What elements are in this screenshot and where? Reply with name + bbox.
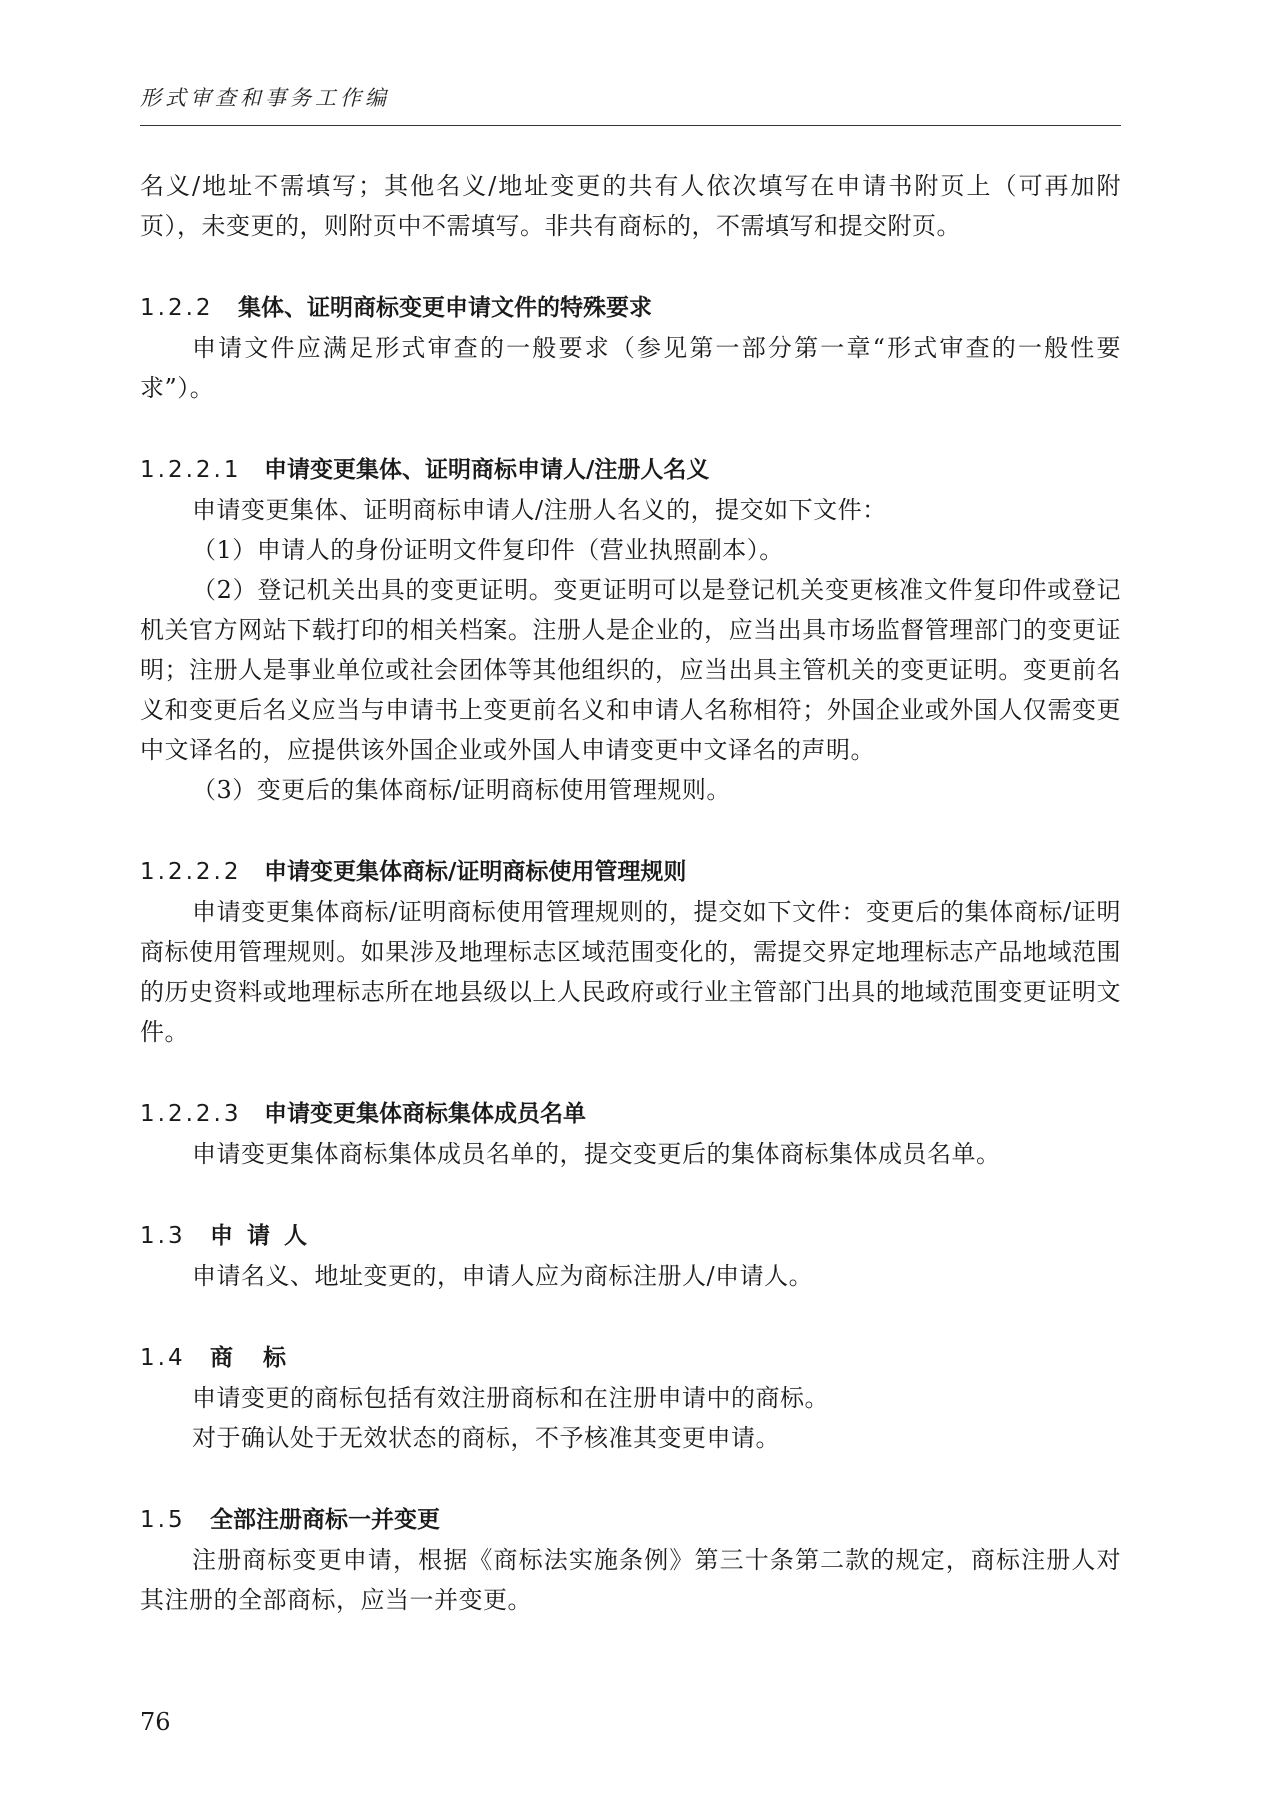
intro-paragraph: 名义/地址不需填写；其他名义/地址变更的共有人依次填写在申请书附页上（可再加附页），未变更的，则附页中不需填写。非共有商标的，不需填写和提交附页。 [140, 172, 1121, 240]
section-heading [140, 852, 1121, 892]
paragraph: 注册商标变更申请，根据《商标法实施条例》第三十条第二款的规定，商标注册人对其注册的全部商标，应当一并变更。 [140, 1546, 1121, 1614]
section-title: 全部注册商标一并变更 [210, 1507, 440, 1533]
paragraph: 对于确认处于无效状态的商标，不予核准其变更申请。 [192, 1424, 780, 1452]
header-rule [140, 125, 1121, 126]
section-title: 申请变更集体、证明商标申请人/注册人名义 [264, 457, 710, 483]
section-number: 1.2.2.1 [140, 457, 242, 483]
section-heading [140, 1500, 1121, 1540]
page-number: 76 [140, 1708, 171, 1736]
section-1-2-2 [140, 288, 1121, 408]
section-heading [140, 1094, 1121, 1134]
section-1-2-2-1 [140, 450, 1121, 810]
section-1-2-2-3 [140, 1094, 1121, 1174]
section-title: 集体、证明商标变更申请文件的特殊要求 [238, 295, 652, 321]
section-number: 1.4 [140, 1345, 186, 1371]
section-number: 1.2.2.2 [140, 859, 242, 885]
section-1-5 [140, 1500, 1121, 1620]
section-heading [140, 450, 1121, 490]
paragraph: 申请名义、地址变更的，申请人应为商标注册人/申请人。 [192, 1262, 814, 1290]
section-number: 1.5 [140, 1507, 186, 1533]
paragraph: 申请变更集体商标/证明商标使用管理规则的，提交如下文件：变更后的集体商标/证明商标使用管理规则。如果涉及地理标志区域范围变化的，需提交界定地理标志产品地域范围的历史资料或地理标志所在地县级以上人民政府或行业主管部门出具的地域范围变更证明文件。 [140, 898, 1121, 1046]
section-number: 1.3 [140, 1223, 186, 1249]
section-number: 1.2.2.3 [140, 1101, 242, 1127]
section-title: 商标 [210, 1345, 316, 1371]
body-text [140, 166, 1121, 1620]
paragraph: 申请文件应满足形式审查的一般要求（参见第一部分第一章“形式审查的一般性要求”）。 [140, 334, 1121, 402]
section-heading [140, 1216, 1121, 1256]
section-number: 1.2.2 [140, 295, 214, 321]
running-header: 形式审查和事务工作编 [140, 86, 390, 110]
list-item: （2）登记机关出具的变更证明。变更证明可以是登记机关变更核准文件复印件或登记机关官方网站下载打印的相关档案。注册人是企业的，应当出具市场监督管理部门的变更证明；注册人是事业单位或社会团体等其他组织的，应当出具主管机关的变更证明。变更前名义和变更后名义应当与申请书上变更前名义和申请人名称相符；外国企业或外国人仅需变更中文译名的，应提供该外国企业或外国人申请变更中文译名的声明。 [140, 576, 1121, 764]
section-title: 申请人 [210, 1223, 321, 1249]
paragraph: 申请变更集体、证明商标申请人/注册人名义的，提交如下文件： [192, 496, 887, 524]
section-heading [140, 288, 1121, 328]
paragraph: 申请变更的商标包括有效注册商标和在注册申请中的商标。 [192, 1384, 829, 1412]
section-title: 申请变更集体商标/证明商标使用管理规则 [264, 859, 687, 885]
paragraph: 申请变更集体商标集体成员名单的，提交变更后的集体商标集体成员名单。 [192, 1140, 1001, 1168]
section-title: 申请变更集体商标集体成员名单 [264, 1101, 586, 1127]
list-item: （1）申请人的身份证明文件复印件（营业执照副本）。 [192, 536, 784, 564]
section-heading [140, 1338, 1121, 1378]
section-1-3 [140, 1216, 1121, 1296]
section-1-2-2-2 [140, 852, 1121, 1052]
section-1-4 [140, 1338, 1121, 1458]
list-item: （3）变更后的集体商标/证明商标使用管理规则。 [192, 776, 731, 804]
